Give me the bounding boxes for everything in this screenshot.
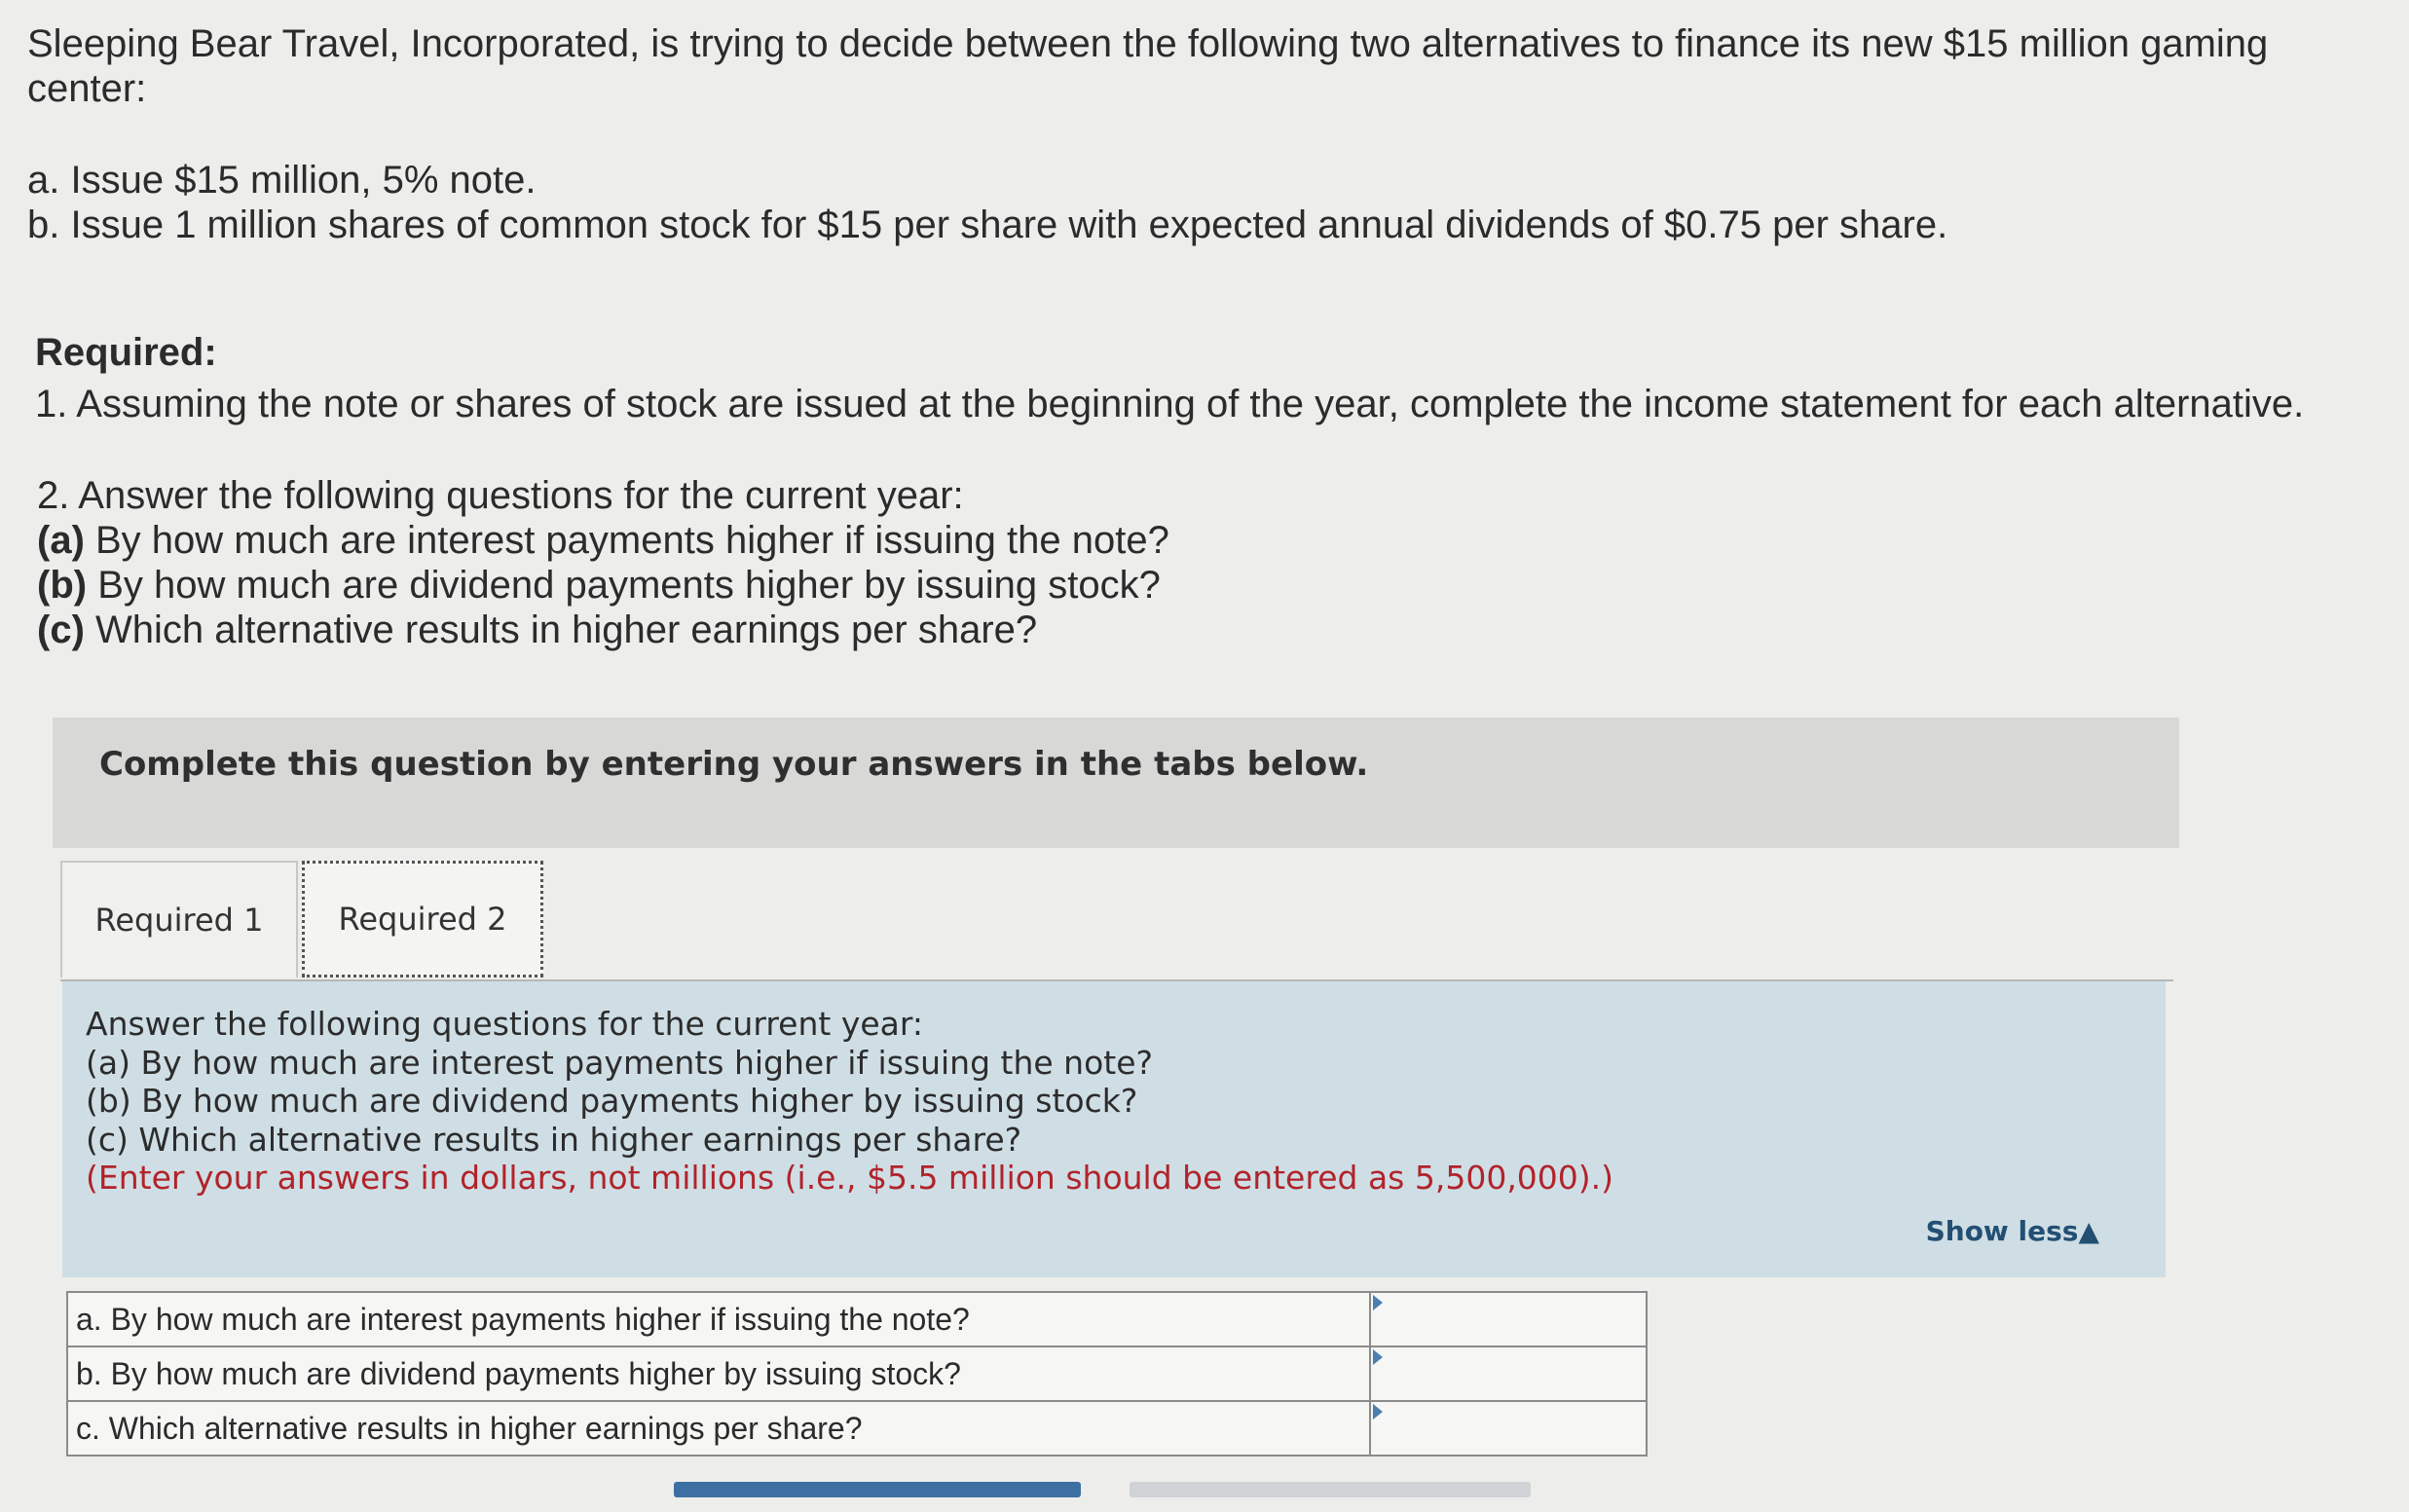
tab-required-2[interactable]: Required 2: [302, 861, 543, 977]
input-marker-icon: [1373, 1404, 1383, 1420]
question-a-label: a. By how much are interest payments higher if issuing the note?: [67, 1292, 1370, 1346]
problem-intro: Sleeping Bear Travel, Incorporated, is trying to decide between the following two alternatives to finance its new $15 million gaming center:: [27, 22, 2269, 110]
previous-nav-bar[interactable]: [674, 1482, 1081, 1497]
required-heading: Required:: [35, 331, 217, 374]
table-row: [67, 1292, 1647, 1346]
table-row: [67, 1401, 1647, 1456]
panel-line-a: (a) By how much are interest payments higher if issuing the note?: [86, 1043, 1154, 1082]
question-c-label: c. Which alternative results in higher earnings per share?: [67, 1401, 1370, 1456]
answer-table: [66, 1291, 1648, 1457]
answer-b-cell[interactable]: [1370, 1346, 1647, 1401]
alternative-a: a. Issue $15 million, 5% note.: [27, 159, 537, 202]
tab-required-1[interactable]: Required 1: [60, 861, 298, 977]
answer-c-cell[interactable]: [1370, 1401, 1647, 1456]
instructions-banner: [53, 718, 2179, 848]
answer-c-input[interactable]: [1371, 1403, 1646, 1454]
table-row: [67, 1346, 1647, 1401]
show-less-button[interactable]: Show less▲: [1925, 1215, 2099, 1247]
panel-note: (Enter your answers in dollars, not millions (i.e., $5.5 million should be entered as 5,500,000).): [86, 1159, 1614, 1197]
answer-a-cell[interactable]: [1370, 1292, 1647, 1346]
alternative-b: b. Issue 1 million shares of common stock for $15 per share with expected annual dividends of $0.75 per share.: [27, 203, 1948, 246]
input-marker-icon: [1373, 1295, 1383, 1310]
question-panel: [62, 981, 2166, 1277]
input-marker-icon: [1373, 1349, 1383, 1365]
next-nav-bar[interactable]: [1130, 1482, 1531, 1497]
answer-b-input[interactable]: [1371, 1348, 1646, 1399]
question-b-label: b. By how much are dividend payments higher by issuing stock?: [67, 1346, 1370, 1401]
alternatives-list: [27, 158, 1947, 247]
required-2-b: (b) By how much are dividend payments higher by issuing stock?: [37, 564, 1161, 607]
required-2-a: (a) By how much are interest payments higher if issuing the note?: [37, 519, 1169, 562]
panel-line-b: (b) By how much are dividend payments higher by issuing stock?: [86, 1082, 1138, 1120]
required-2-intro: 2. Answer the following questions for the current year:: [37, 474, 964, 517]
required-2-c: (c) Which alternative results in higher earnings per share?: [37, 608, 1038, 651]
required-2-text: [37, 473, 1169, 652]
required-1-text: 1. Assuming the note or shares of stock are issued at the beginning of the year, complete the income statement for each alternative.: [35, 383, 2305, 425]
panel-line-intro: Answer the following questions for the current year:: [86, 1005, 923, 1043]
answer-a-input[interactable]: [1371, 1294, 1646, 1345]
panel-instructions: [86, 1005, 1613, 1198]
panel-line-c: (c) Which alternative results in higher earnings per share?: [86, 1120, 1022, 1159]
banner-text: Complete this question by entering your answers in the tabs below.: [99, 745, 1369, 784]
